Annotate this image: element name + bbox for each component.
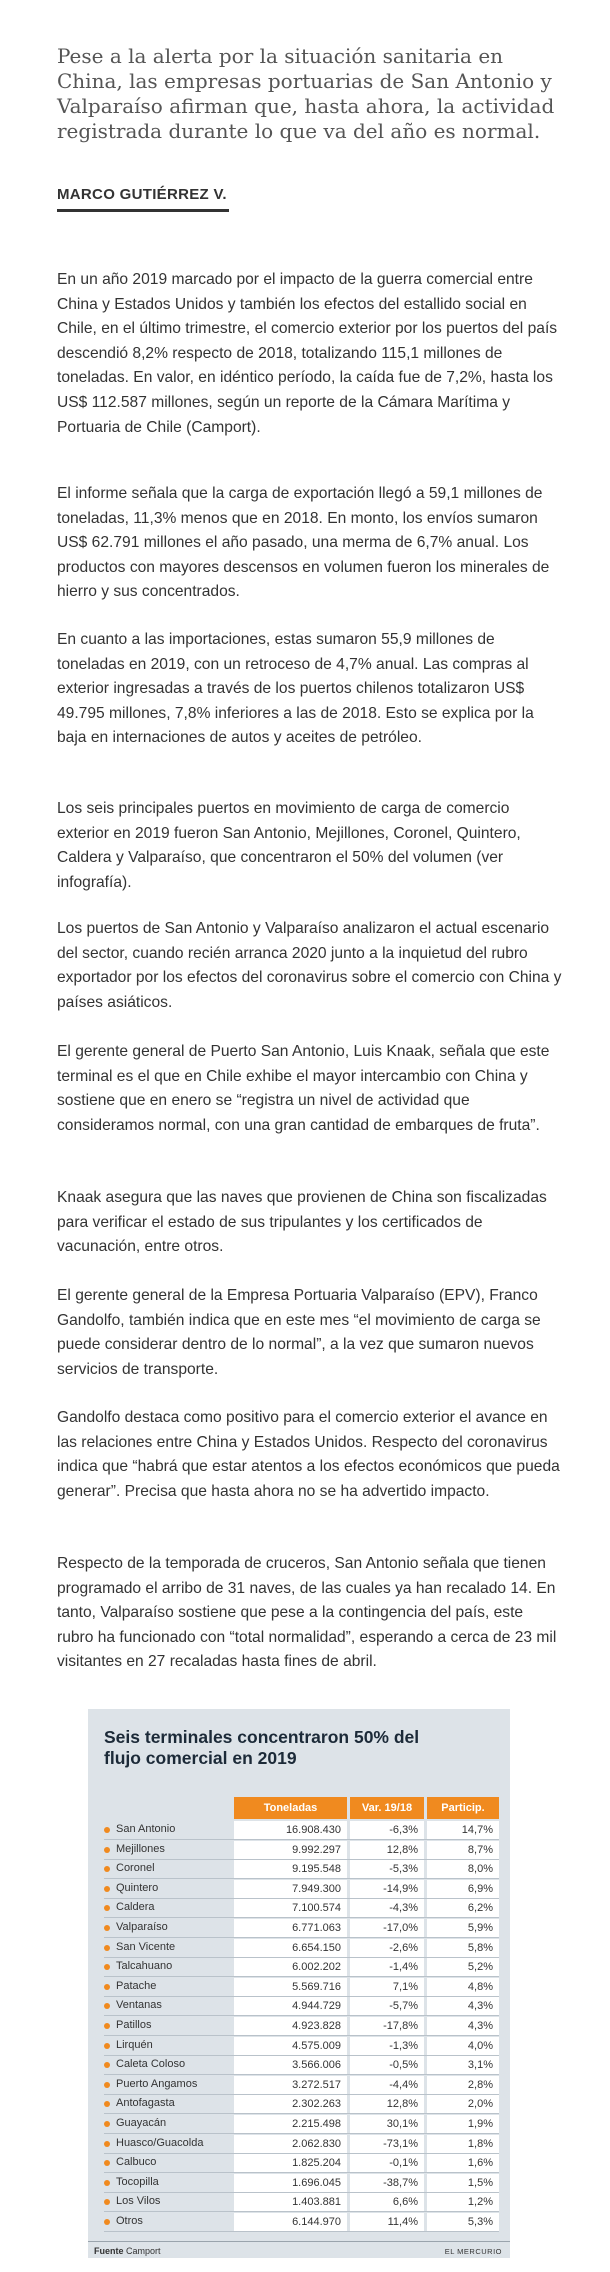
port-name: Coronel (116, 1862, 155, 1875)
share-cell: 1,6% (427, 2154, 499, 2172)
bullet-icon (104, 1984, 110, 1990)
share-cell: 5,8% (427, 1939, 499, 1957)
table-row (104, 2174, 499, 2193)
share-cell: 1,9% (427, 2115, 499, 2133)
table-row (104, 1880, 499, 1899)
port-name: Lirquén (116, 2038, 153, 2051)
table-row (104, 1958, 499, 1977)
bullet-icon (104, 2101, 110, 2107)
port-name: Patache (116, 1979, 157, 1992)
port-name: Caldera (116, 1901, 155, 1914)
variation-cell: -0,5% (350, 2056, 424, 2074)
bullet-icon (104, 2219, 110, 2225)
share-cell: 5,3% (427, 2213, 499, 2231)
publisher-brand: EL MERCURIO (444, 2247, 502, 2256)
variation-cell: -6,3% (350, 1821, 424, 1839)
share-cell: 1,2% (427, 2193, 499, 2211)
variation-cell: -2,6% (350, 1939, 424, 1957)
variation-cell: -14,9% (350, 1880, 424, 1898)
bullet-icon (104, 1964, 110, 1970)
author-underline (57, 209, 229, 212)
share-cell: 2,0% (427, 2095, 499, 2113)
tons-cell: 1.403.881 (234, 2193, 347, 2211)
tons-cell: 16.908.430 (234, 1821, 347, 1839)
variation-cell: -17,0% (350, 1919, 424, 1937)
article-paragraph: El gerente general de la Empresa Portuaria Valparaíso (EPV), Franco Gandolfo, también indica que en este mes “el movimiento de carga se puede considerar dentro de lo normal”, a la vez que sumaron nuevos servicios de transporte. (57, 1287, 541, 1378)
variation-cell: -73,1% (350, 2135, 424, 2153)
bullet-icon (104, 2003, 110, 2009)
port-name: Valparaíso (116, 1921, 168, 1933)
tons-cell: 6.771.063 (234, 1919, 347, 1937)
tons-cell: 4.923.828 (234, 2017, 347, 2035)
ports-infographic (88, 1709, 510, 2258)
bullet-icon (104, 1905, 110, 1911)
table-row (104, 1997, 499, 2016)
bullet-icon (104, 2141, 110, 2147)
share-cell: 4,8% (427, 1978, 499, 1996)
bullet-icon (104, 1945, 110, 1951)
share-cell: 4,3% (427, 1997, 499, 2015)
table-row (104, 2076, 499, 2095)
variation-cell: 30,1% (350, 2115, 424, 2133)
table-row (104, 1821, 499, 1840)
variation-cell: -0,1% (350, 2154, 424, 2172)
share-cell: 1,8% (427, 2135, 499, 2153)
table-row (104, 2154, 499, 2173)
port-name: Otros (116, 2215, 143, 2227)
source-credit: Fuente Camport (94, 2246, 161, 2256)
tons-cell: 6.002.202 (234, 1958, 347, 1976)
tons-cell: 3.566.006 (234, 2056, 347, 2074)
variation-cell: 12,8% (350, 1841, 424, 1859)
tons-cell: 6.654.150 (234, 1939, 347, 1957)
port-name: San Antonio (116, 1823, 176, 1835)
tons-cell: 5.569.716 (234, 1978, 347, 1996)
port-name: Ventanas (116, 1999, 162, 2012)
variation-cell: 12,8% (350, 2095, 424, 2113)
bullet-icon (104, 1847, 110, 1853)
bullet-icon (104, 2023, 110, 2029)
table-row (104, 2213, 499, 2232)
tons-cell: 2.062.830 (234, 2135, 347, 2153)
tons-cell: 7.949.300 (234, 1880, 347, 1898)
port-name: Los Vilos (116, 2195, 161, 2208)
table-row (104, 1939, 499, 1958)
article-paragraph: En cuanto a las importaciones, estas sumaron 55,9 millones de toneladas en 2019, con un retroceso de 4,7% anual. Las compras al exterior ingresadas a través de los puertos chilenos totalizaron US$ 49.795 millones, 7,8% inferiores a las de 2018. Esto se explica por la baja en internaciones de autos y aceites de petróleo. (57, 631, 534, 747)
variation-cell: -1,4% (350, 1958, 424, 1976)
share-cell: 1,5% (427, 2174, 499, 2192)
bullet-icon (104, 2082, 110, 2088)
variation-cell: 11,4% (350, 2213, 424, 2231)
port-name: Tocopilla (116, 2175, 159, 2188)
tons-cell: 9.195.548 (234, 1860, 347, 1878)
tons-cell: 4.944.729 (234, 1997, 347, 2015)
variation-cell: -5,3% (350, 1860, 424, 1878)
share-cell: 4,3% (427, 2017, 499, 2035)
table-row (104, 2193, 499, 2212)
column-header-participacion: Particip. (427, 1797, 499, 1819)
table-row (104, 2115, 499, 2134)
port-name: Huasco/Guacolda (116, 2136, 204, 2149)
variation-cell: -5,7% (350, 1997, 424, 2015)
author-byline: MARCO GUTIÉRREZ V. (57, 186, 227, 203)
column-header-toneladas: Toneladas (234, 1797, 347, 1819)
table-row (104, 1978, 499, 1997)
tons-cell: 4.575.009 (234, 2037, 347, 2055)
table-row (104, 1899, 499, 1918)
bullet-icon (104, 2121, 110, 2127)
variation-cell: -38,7% (350, 2174, 424, 2192)
share-cell: 6,9% (427, 1880, 499, 1898)
table-row (104, 1860, 499, 1879)
article-paragraph: Knaak asegura que las naves que provienen de China son fiscalizadas para verificar el estado de sus tripulantes y los certificados de vacunación, entre otros. (57, 1189, 547, 1256)
tons-cell: 1.825.204 (234, 2154, 347, 2172)
share-cell: 3,1% (427, 2056, 499, 2074)
share-cell: 6,2% (427, 1899, 499, 1917)
infographic-title: Seis terminales concentraron 50% del flujo comercial en 2019 (104, 1727, 420, 1768)
article-paragraph: El informe señala que la carga de exportación llegó a 59,1 millones de toneladas, 11,3% menos que en 2018. En monto, los envíos sumaron US$ 62.791 millones el año pasado, una merma de 6,7% anual. Los productos con mayores descensos en volumen fueron los minerales de hierro y sus concentrados. (57, 485, 550, 601)
bullet-icon (104, 2043, 110, 2049)
tons-cell: 3.272.517 (234, 2076, 347, 2094)
variation-cell: 6,6% (350, 2193, 424, 2211)
share-cell: 5,2% (427, 1958, 499, 1976)
table-row (104, 2037, 499, 2056)
port-name: Puerto Angamos (116, 2077, 198, 2090)
variation-cell: -4,3% (350, 1899, 424, 1917)
share-cell: 4,0% (427, 2037, 499, 2055)
table-row (104, 1919, 499, 1938)
variation-cell: -4,4% (350, 2076, 424, 2094)
port-name: Guayacán (116, 2117, 167, 2129)
share-cell: 8,7% (427, 1841, 499, 1859)
tons-cell: 1.696.045 (234, 2174, 347, 2192)
port-name: Antofagasta (116, 2097, 175, 2110)
share-cell: 5,9% (427, 1919, 499, 1937)
table-row (104, 2095, 499, 2114)
port-name: Calbuco (116, 2156, 157, 2169)
tons-cell: 2.302.263 (234, 2095, 347, 2113)
port-name: Mejillones (116, 1842, 165, 1855)
infographic-footer-divider (88, 2241, 510, 2242)
article-lead: Pese a la alerta por la situación sanitaria en China, las empresas portuarias de San Antonio y Valparaíso afirman que, hasta ahora, la actividad registrada durante lo que va del año es normal. (57, 44, 555, 143)
article-paragraph: Los seis principales puertos en movimiento de carga de comercio exterior en 2019 fueron San Antonio, Mejillones, Coronel, Quintero, Caldera y Valparaíso, que concentraron el 50% del volumen (ver infografía). (57, 800, 521, 891)
article-paragraph: Los puertos de San Antonio y Valparaíso analizaron el actual escenario del sector, cuando recién arranca 2020 junto a la inquietud del rubro exportador por los efectos del coronavirus sobre el comercio con China y países asiáticos. (57, 920, 562, 1011)
article-paragraph: Gandolfo destaca como positivo para el comercio exterior el avance en las relaciones entre China y Estados Unidos. Respecto del coronavirus indica que “habrá que estar atentos a los efectos económicos que pueda generar”. Precisa que hasta ahora no se ha advertido impacto. (57, 1409, 560, 1500)
variation-cell: -17,8% (350, 2017, 424, 2035)
bullet-icon (104, 1886, 110, 1892)
port-name: Patillos (116, 2019, 152, 2031)
table-row (104, 2017, 499, 2036)
bullet-icon (104, 1925, 110, 1931)
variation-cell: -1,3% (350, 2037, 424, 2055)
article-paragraph: En un año 2019 marcado por el impacto de la guerra comercial entre China y Estados Unidos y también los efectos del estallido social en Chile, en el último trimestre, el comercio exterior por los puertos del país descendió 8,2% respecto de 2018, totalizando 115,1 millones de toneladas. En valor, en idéntico período, la caída fue de 7,2%, hasta los US$ 112.587 millones, según un reporte de la Cámara Marítima y Portuaria de Chile (Camport). (57, 271, 558, 436)
port-name: Talcahuano (116, 1960, 173, 1973)
bullet-icon (104, 2180, 110, 2186)
bullet-icon (104, 2199, 110, 2205)
bullet-icon (104, 1827, 110, 1833)
article-paragraph: Respecto de la temporada de cruceros, San Antonio señala que tienen programado el arribo de 31 naves, de las cuales ya han recalado 14. En tanto, Valparaíso sostiene que pese a la contingencia del país, este rubro ha funcionado con “total normalidad”, esperando a cerca de 23 mil visitantes en 27 recaladas hasta fines de abril. (57, 1555, 557, 1671)
table-row (104, 2056, 499, 2075)
bullet-icon (104, 2062, 110, 2068)
bullet-icon (104, 1866, 110, 1872)
port-name: Quintero (116, 1881, 159, 1894)
port-name: San Vicente (116, 1940, 176, 1953)
tons-cell: 7.100.574 (234, 1899, 347, 1917)
port-name: Caleta Coloso (116, 2058, 186, 2071)
tons-cell: 6.144.970 (234, 2213, 347, 2231)
bullet-icon (104, 2160, 110, 2166)
table-row (104, 2135, 499, 2154)
share-cell: 2,8% (427, 2076, 499, 2094)
share-cell: 14,7% (427, 1821, 499, 1839)
column-header-variacion: Var. 19/18 (350, 1797, 424, 1819)
tons-cell: 9.992.297 (234, 1841, 347, 1859)
tons-cell: 2.215.498 (234, 2115, 347, 2133)
table-row (104, 1841, 499, 1860)
variation-cell: 7,1% (350, 1978, 424, 1996)
article-paragraph: El gerente general de Puerto San Antonio, Luis Knaak, señala que este terminal es el que en Chile exhibe el mayor intercambio con China y sostiene que en enero se “registra un nivel de actividad que consideramos normal, con una gran cantidad de embarques de fruta”. (57, 1043, 550, 1134)
share-cell: 8,0% (427, 1860, 499, 1878)
